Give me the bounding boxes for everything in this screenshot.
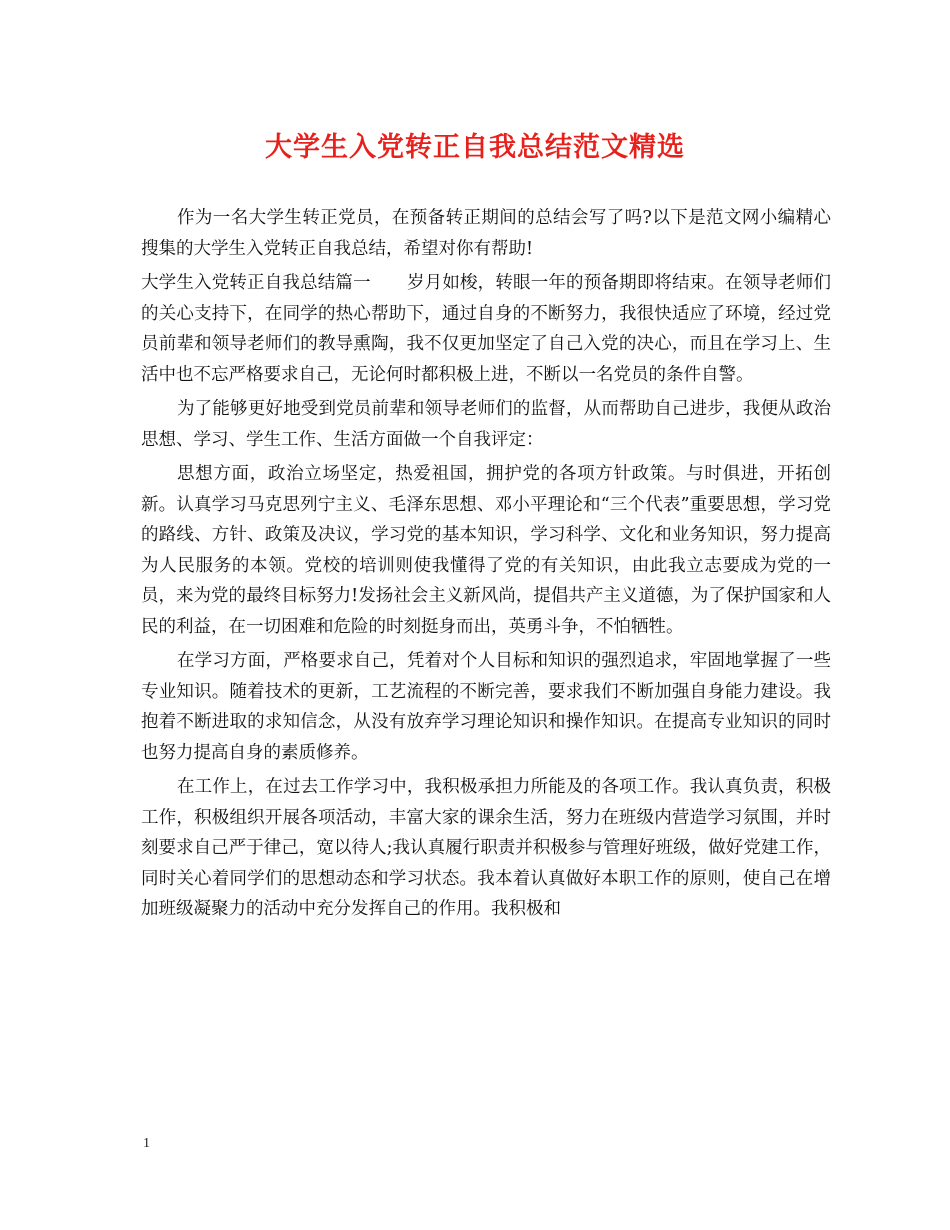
paragraph-study: 在学习方面，严格要求自己，凭着对个人目标和知识的强烈追求，牢固地掌握了一些专业知识。随着技术的更新，工艺流程的不断完善，要求我们不断加强自身能力建设。我抱着不断进取的求知信念，从没有放弃学习理论知识和操作知识。在提高专业知识的同时也努力提高自身的素质修养。	[141, 651, 831, 763]
page-title: 大学生入党转正自我总结范文精选	[265, 132, 685, 163]
section-body: 岁月如梭，转眼一年的预备期即将结束。在领导老师们的关心支持下，在同学的热心帮助下，通过自身的不断努力，我很快适应了环境，经过党员前辈和领导老师们的教导熏陶，我不仅更加坚定了自己入党的决心，而且在学习上、生活中也不忘严格要求自己，无论何时都积极上进，不断以一名党员的条件自警。	[141, 273, 832, 385]
section-heading: 大学生入党转正自我总结篇一	[141, 273, 371, 293]
paragraph-self-evaluation: 为了能够更好地受到党员前辈和领导老师们的监督，从而帮助自己进步，我便从政治思想、学习、学生工作、生活方面做一个自我评定：	[141, 399, 831, 450]
paragraph-intro: 作为一名大学生转正党员，在预备转正期间的总结会写了吗?以下是范文网小编精心搜集的大学生入党转正自我总结，希望对你有帮助!	[141, 208, 831, 259]
document-body	[141, 203, 831, 929]
paragraph-part-one	[141, 268, 831, 390]
paragraph-work: 在工作上，在过去工作学习中，我积极承担力所能及的各项工作。我认真负责，积极工作，积极组织开展各项活动，丰富大家的课余生活，努力在班级内营造学习氛围，并时刻要求自己严于律己，宽以待人;我认真履行职责并积极参与管理好班级，做好党建工作，同时关心着同学们的思想动态和学习状态。我本着认真做好本职工作的原则，使自己在增加班级凝聚力的活动中充分发挥自己的作用。我积极和	[141, 777, 831, 919]
paragraph-thought: 思想方面，政治立场坚定，热爱祖国，拥护党的各项方针政策。与时俱进，开拓创新。认真学习马克思列宁主义、毛泽东思想、邓小平理论和“三个代表”重要思想，学习党的路线、方针、政策及决议，学习党的基本知识，学习科学、文化和业务知识，努力提高为人民服务的本领。党校的培训则使我懂得了党的有关知识，由此我立志要成为党的一员，来为党的最终目标努力!发扬社会主义新风尚，提倡共产主义道德，为了保护国家和人民的利益，在一切困难和危险的时刻挺身而出，英勇斗争，不怕牺牲。	[141, 464, 831, 637]
page-number: 1	[143, 1136, 150, 1151]
